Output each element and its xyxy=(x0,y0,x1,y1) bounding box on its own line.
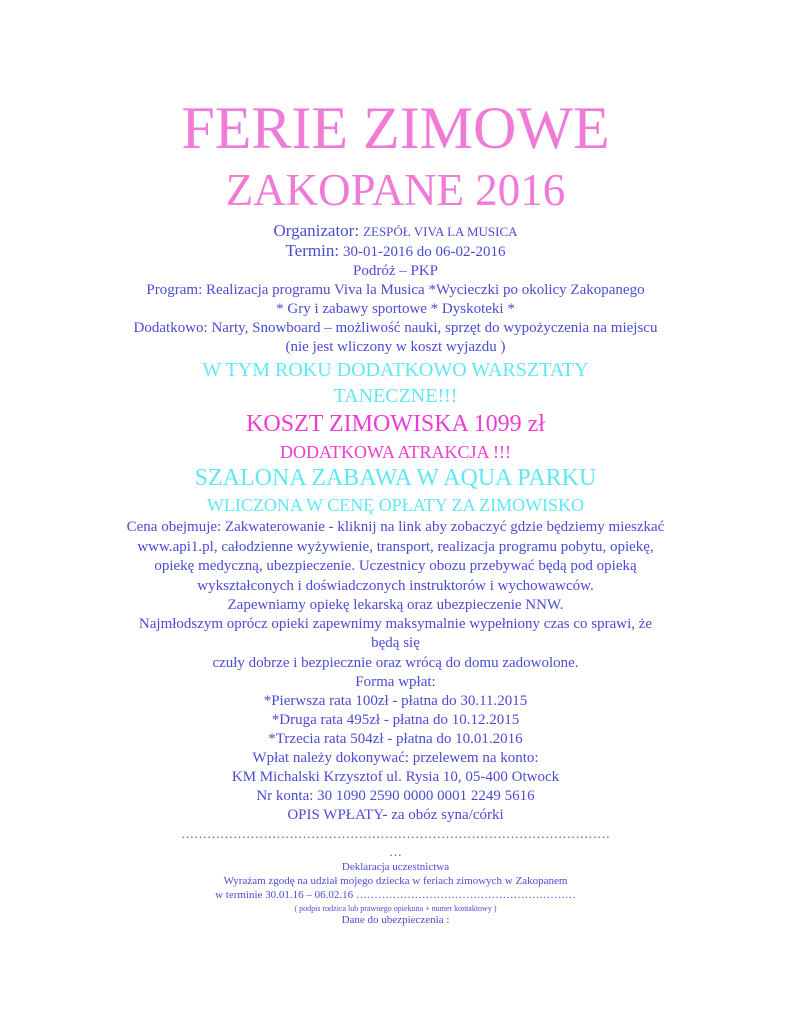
details-line: czuły dobrze i bezpiecznie oraz wrócą do domu zadowolone. xyxy=(212,655,579,671)
extra-line-2: (nie jest wliczony w koszt wyjazdu ) xyxy=(285,339,506,355)
payment-description: OPIS WPŁATY- za obóz syna/córki xyxy=(287,807,504,823)
term-line xyxy=(0,242,791,260)
main-title: FERIE ZIMOWE xyxy=(181,95,610,161)
details-line: www.api1.pl, całodzienne wyżywienie, transport, realizacja programu pobytu, opiekę, xyxy=(137,539,654,555)
insurance-data-label: Dane do ubezpieczenia : xyxy=(341,914,450,926)
attraction-line: DODATKOWA ATRAKCJA !!! xyxy=(279,442,511,462)
declaration-consent: Wyrażam zgodę na udział mojego dziecka w feriach zimowych w Zakopanem xyxy=(223,875,568,887)
details-line: opiekę medyczną, ubezpieczenie. Uczestnicy obozu przebywać będą pod opieką xyxy=(154,558,637,574)
details-line: Cena obejmuje: Zakwaterowanie - kliknij na link aby zobaczyć gdzie będziemy mieszkać xyxy=(126,519,665,535)
separator-dots-short: … xyxy=(389,844,402,859)
organizer-label: Organizator: xyxy=(273,221,360,240)
installment-2: *Druga rata 495zł - płatna do 10.12.2015 xyxy=(271,712,520,728)
payment-form-label: Forma wpłat: xyxy=(355,674,436,690)
extra-line-1: Dodatkowo: Narty, Snowboard – możliwość nauki, sprzęt do wypożyczenia na miejscu xyxy=(133,320,658,336)
details-line: Najmłodszym oprócz opieki zapewnimy maksymalnie wypełniony czas co sprawi, że xyxy=(138,616,653,632)
program-line-2: * Gry i zabawy sportowe * Dyskoteki * xyxy=(276,301,515,317)
organizer-value: ZESPÓŁ VIVA LA MUSICA xyxy=(363,224,518,239)
separator-dots: ……………………………………………………………………………………… xyxy=(181,826,610,841)
details-line: wykształconych i doświadczonych instruktorów i wychowawców. xyxy=(197,578,594,594)
declaration-title: Deklaracja uczestnictwa xyxy=(341,861,450,873)
subtitle: ZAKOPANE 2016 xyxy=(225,165,566,215)
term-value: 30-01-2016 do 06-02-2016 xyxy=(343,244,506,260)
account-number: Nr konta: 30 1090 2590 0000 0001 2249 5616 xyxy=(256,788,535,804)
included-line: WLICZONA W CENĘ OPŁATY ZA ZIMOWISKO xyxy=(206,495,585,515)
payment-method: Wpłat należy dokonywać: przelewem na konto: xyxy=(252,750,539,766)
organizer-line xyxy=(0,222,791,240)
details-line: będą się xyxy=(371,635,420,651)
program-line-1: Program: Realizacja programu Viva la Musica *Wycieczki po okolicy Zakopanego xyxy=(146,282,645,298)
details-line: Zapewniamy opiekę lekarską oraz ubezpieczenie NNW. xyxy=(227,597,564,613)
declaration-term: w terminie 30.01.16 – 06.02.16 …………………………………………………… xyxy=(215,889,576,901)
account-holder: KM Michalski Krzysztof ul. Rysia 10, 05-400 Otwock xyxy=(231,769,560,785)
workshops-line-2: TANECZNE!!! xyxy=(333,385,458,407)
installment-1: *Pierwsza rata 100zł - płatna do 30.11.2015 xyxy=(263,693,528,709)
cost-line: KOSZT ZIMOWISKA 1099 zł xyxy=(246,411,545,437)
workshops-line-1: W TYM ROKU DODATKOWO WARSZTATY xyxy=(202,359,589,381)
term-label: Termin: xyxy=(285,241,340,260)
installment-3: *Trzecia rata 504zł - płatna do 10.01.2016 xyxy=(268,731,523,747)
travel-line: Podróż – PKP xyxy=(352,263,438,279)
aquapark-line: SZALONA ZABAWA W AQUA PARKU xyxy=(194,465,597,491)
signature-hint: ( podpis rodzica lub prawnego opiekuna + numer kontaktowy ) xyxy=(294,904,497,913)
